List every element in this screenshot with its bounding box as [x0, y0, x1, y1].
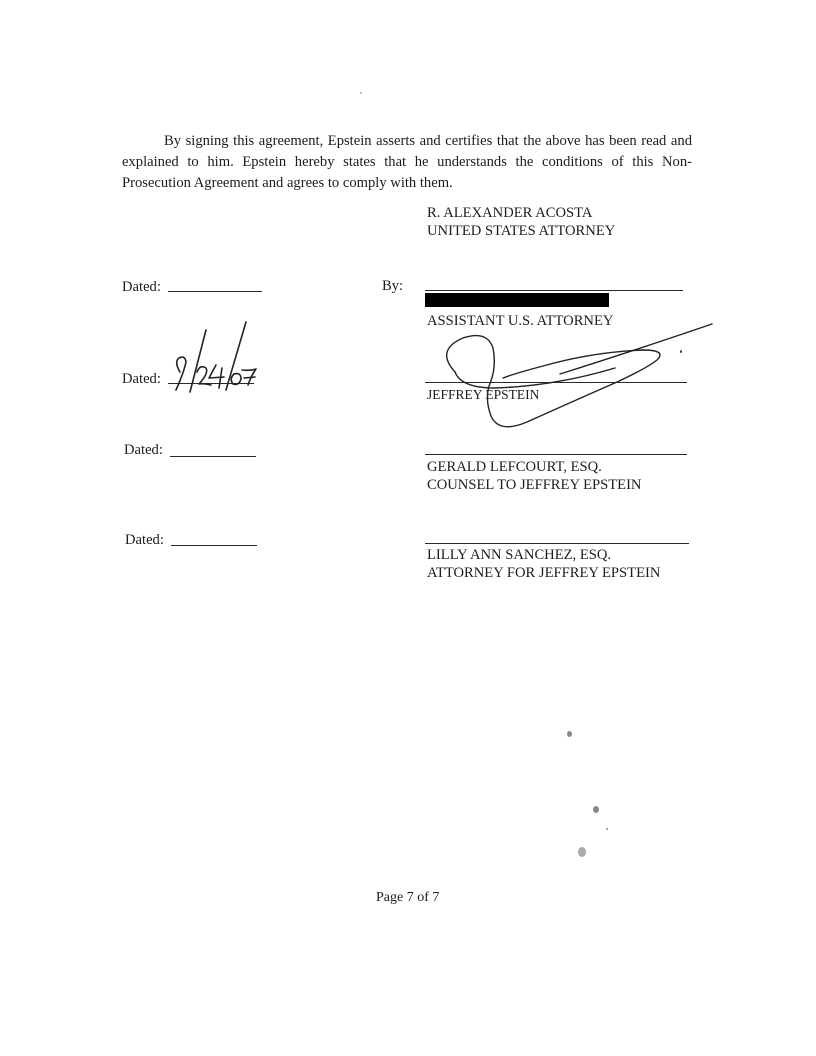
scan-speck: [567, 731, 572, 737]
scan-speck: [606, 828, 608, 830]
us-attorney-name: R. ALEXANDER ACOSTA: [427, 205, 593, 221]
date-line-1: [168, 291, 262, 292]
page-footer: Page 7 of 7: [376, 890, 440, 905]
sanchez-name: LILLY ANN SANCHEZ, ESQ.: [427, 547, 612, 563]
dated-label-1: Dated:: [122, 279, 161, 295]
signature-line-lefcourt: [425, 454, 687, 455]
epstein-name: JEFFREY EPSTEIN: [427, 387, 540, 402]
scan-speck: [578, 847, 586, 857]
signature-line-sanchez: [425, 543, 689, 544]
lefcourt-name: GERALD LEFCOURT, ESQ.: [427, 459, 602, 475]
scan-speck: [680, 350, 682, 353]
scan-speck: [360, 92, 362, 94]
date-line-3: [170, 456, 256, 457]
scan-speck: [593, 806, 599, 813]
dated-label-2: Dated:: [122, 371, 161, 387]
handwritten-date-graphic: [176, 322, 256, 392]
epstein-signature-graphic: [447, 324, 712, 427]
date-line-4: [171, 545, 257, 546]
lefcourt-title: COUNSEL TO JEFFREY EPSTEIN: [427, 477, 642, 493]
dated-label-4: Dated:: [125, 532, 164, 548]
by-label: By:: [382, 278, 404, 294]
redaction-bar: [425, 293, 609, 307]
signature-line-ausa: [425, 290, 683, 291]
certification-paragraph: By signing this agreement, Epstein asserts and certifies that the above has been read and explained to him. Epstein hereby states that he understands the conditions of this Non-Prosecution Agreement and agrees to comply with them.: [122, 133, 692, 191]
us-attorney-title: UNITED STATES ATTORNEY: [427, 223, 616, 239]
date-line-2: [168, 383, 254, 384]
sanchez-title: ATTORNEY FOR JEFFREY EPSTEIN: [427, 565, 661, 581]
ausa-title: ASSISTANT U.S. ATTORNEY: [427, 313, 614, 329]
dated-label-3: Dated:: [124, 442, 163, 458]
signature-line-epstein: [425, 382, 687, 383]
